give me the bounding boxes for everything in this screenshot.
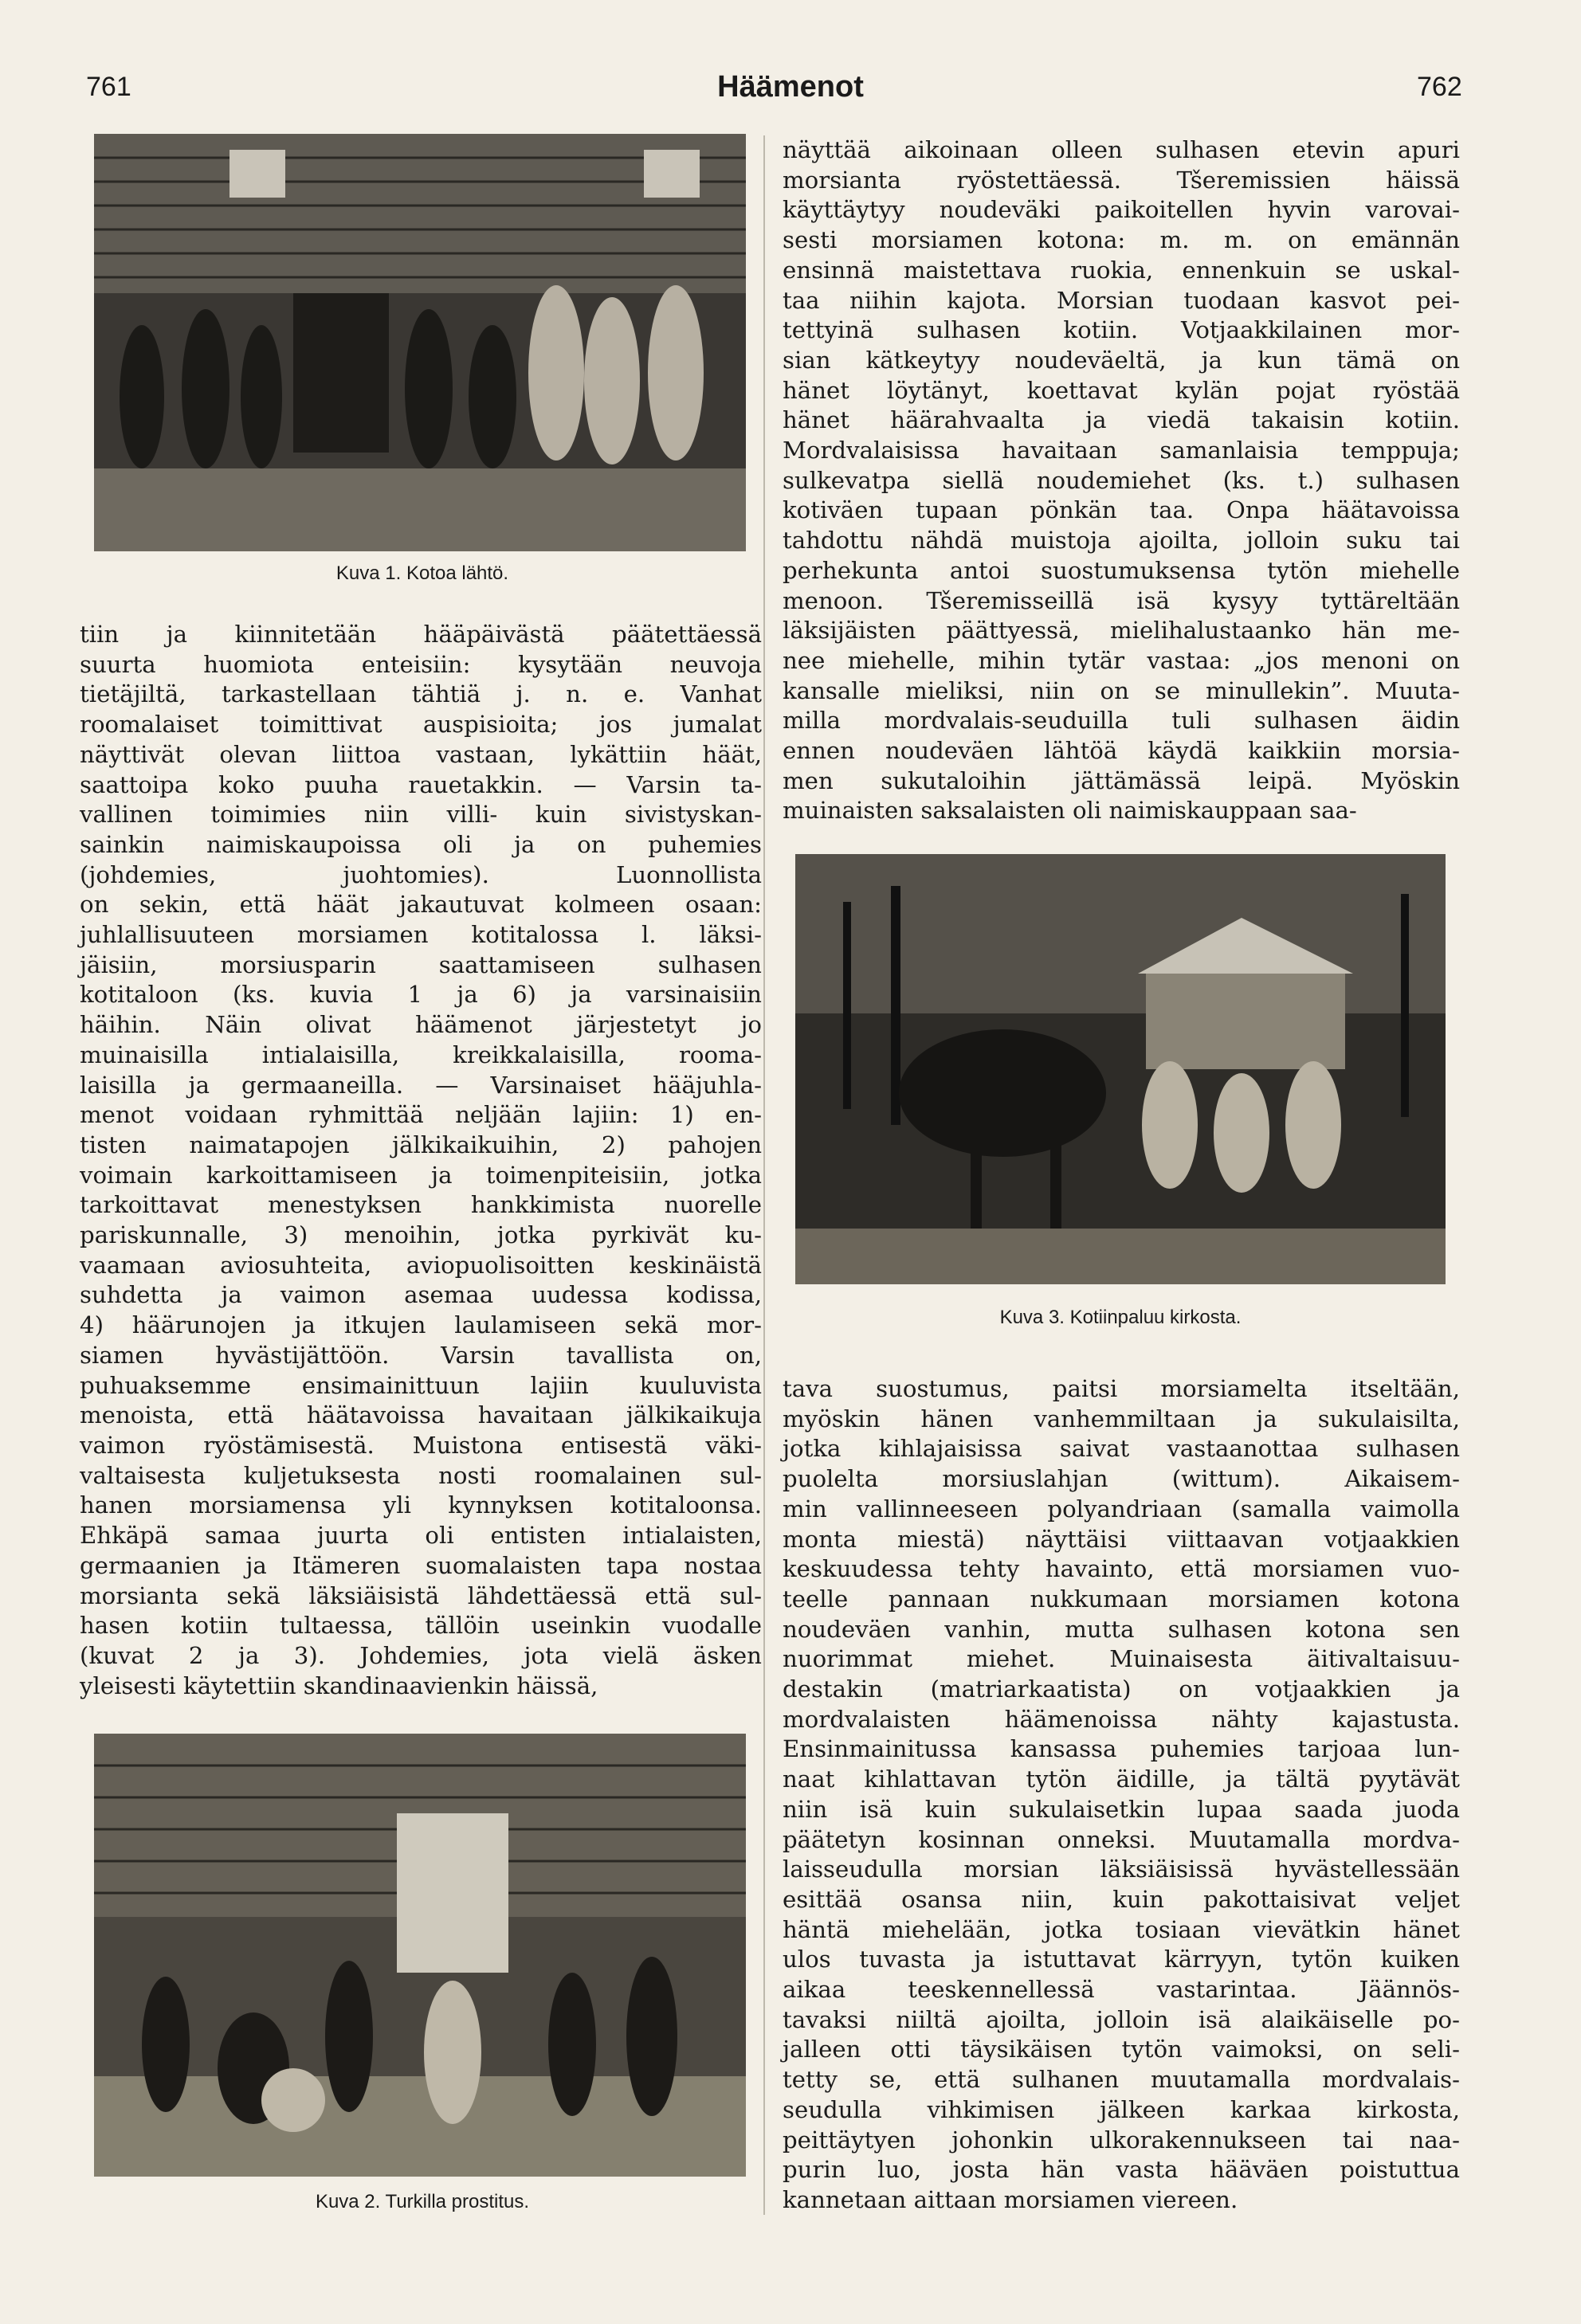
photo-kotiinpaluu-kirkosta [795,854,1446,1284]
text-line: vallinen toimimies niin villi- kuin sivistyskan- [80,801,762,829]
text-line: valtaisesta kuljetuksesta nosti roomalainen sul- [80,1461,762,1489]
text-line: monta miestä) näyttäisi viittaavan votjaakkien [783,1525,1460,1553]
text-line: myöskin hänen vanhemmiltaan ja sukulaisilta, [783,1405,1460,1432]
text-line: purin luo, josta hän vasta hääväen poistuttua [783,2156,1460,2184]
figure-1-caption: Kuva 1. Kotoa lähtö. [335,562,509,584]
text-line: läksijäisten päättyessä, mielihalustaanko hän me- [783,617,1460,645]
text-line: hänet häärahvaalta ja viedä takaisin kotiin. [783,406,1460,434]
text-line: aikaa teeskennellessä vastarintaa. Jäännös- [783,1976,1460,2004]
column-divider [763,135,765,2215]
text-line: hanen morsiamensa yli kynnyksen kotitaloonsa. [80,1491,762,1519]
text-line: kannetaan aittaan morsiamen viereen. [783,2185,1238,2213]
page-number-left: 761 [86,72,131,102]
text-line: vaimon ryöstämisestä. Muistona entisestä väki- [80,1431,762,1459]
text-line: jäisiin, morsiusparin saattamiseen sulhasen [80,950,762,978]
text-line: hasen kotiin tultaessa, tällöin useinkin vuodalle [80,1612,762,1640]
photo-kotoa-lahto [94,134,746,551]
running-head-title: Häämenot [717,70,864,104]
text-line: peittäytyen johonkin ulkorakennukseen tai naa- [783,2126,1460,2154]
text-line: Ehkäpä samaa juurta oli entisten intialaisten, [80,1522,762,1550]
text-line: pariskunnalle, 3) menoihin, jotka pyrkivät ku- [80,1221,762,1249]
text-line: yleisesti käytettiin skandinaavienkin häissä, [80,1671,598,1699]
text-line: menoista, että häätavoissa havaitaan jälkikaikuja [80,1401,762,1429]
text-line: 4) häärunojen ja itkujen laulamiseen sekä mor- [80,1311,762,1339]
text-line: kotiväen tupaan pönkän taa. Onpa häätavoissa [783,496,1460,524]
text-line: tavaksi niiltä ajoilta, jolloin isä alaikäiselle po- [783,2005,1460,2033]
text-line: niin isä kuin sukulaisetkin lupaa saada juoda [783,1795,1460,1823]
text-line: häihin. Näin olivat häämenot järjestetyt jo [80,1011,762,1039]
text-line: milla mordvalais-seuduilla tuli sulhasen äidin [783,707,1460,735]
text-line: kotitaloon (ks. kuvia 1 ja 6) ja varsinaisiin [80,981,762,1009]
text-line: noudeväen vanhin, mutta sulhasen kotona sen [783,1615,1460,1643]
text-line: häntä miehelään, jotka tosiaan vievätkin hänet [783,1915,1460,1943]
text-line: germaanien ja Itämeren suomalaisten tapa nostaa [80,1551,762,1579]
text-line: Ensinmainitussa kansassa puhemies tarjoaa lun- [783,1735,1460,1763]
right-column-text-top [783,135,1460,826]
text-line: saattoipa koko puuha rauetakkin. — Varsin ta- [80,770,762,798]
text-line: siamen hyvästijättöön. Varsin tavallista on, [80,1341,762,1369]
text-line: käyttäytyy noudeväki paikoitellen hyvin varovai- [783,196,1460,224]
text-line: tava suostumus, paitsi morsiamelta itseltään, [783,1375,1460,1402]
text-line: tietäjiltä, tarkastellaan tähtiä j. n. e. Vanhat [80,680,762,708]
text-line: teelle pannaan nukkumaan morsiamen kotona [783,1585,1460,1613]
text-line: perhekunta antoi suostumuksensa tytön miehelle [783,556,1460,584]
text-line: destakin (matriarkaatista) on votjaakkien ja [783,1675,1460,1703]
text-line: näyttää aikoinaan olleen sulhasen etevin apuri [783,136,1460,163]
text-line: puhuaksemme ensimainittuun lajiin kuuluvista [80,1371,762,1399]
text-line: ensinnä maistettava ruokia, ennenkuin se uskal- [783,256,1460,284]
text-line: voimain karkoittamiseen ja toimenpiteisiin, jotka [80,1161,762,1189]
text-line: jotka kihlajaisissa saivat vastaanottaa sulhasen [783,1435,1460,1463]
text-line: kansalle mieliksi, niin on se minullekin”. Muuta- [783,676,1460,704]
text-line: sesti morsiamen kotona: m. m. on emännän [783,226,1460,254]
text-line: tiin ja kiinnitetään hääpäivästä päätettäessä [80,621,762,648]
text-line: näyttivät olevan liittoa vastaan, lykättiin häät, [80,740,762,768]
text-line: naat kihlattavan tytön äidille, ja tältä pyytävät [783,1766,1460,1793]
text-line: muinaisten saksalaisten oli naimiskauppaan saa- [783,797,1357,825]
text-line: mordvalaisten häämenoissa nähty kajastusta. [783,1705,1460,1733]
figure-2-caption: Kuva 2. Turkilla prostitus. [315,2191,530,2212]
page-number-right: 762 [1417,72,1462,102]
text-line: nee miehelle, mihin tytär vastaa: „jos menoni on [783,646,1460,674]
text-line: suhdetta ja vaimon asemaa uudessa kodissa, [80,1281,762,1309]
text-line: roomalaiset toimittivat auspisioita; jos jumalat [80,711,762,739]
text-line: (kuvat 2 ja 3). Johdemies, jota vielä äsken [80,1641,762,1669]
text-line: menot voidaan ryhmittää neljään lajiin: 1) en- [80,1101,762,1129]
text-line: men sukutaloihin jättämässä leipä. Myöskin [783,766,1460,794]
text-line: on sekin, että häät jakautuvat kolmeen osaan: [80,891,762,919]
photo-turkilla-prostitus [94,1734,746,2177]
text-line: tarkoittavat menestyksen hankkimista nuorelle [80,1191,762,1219]
text-line: ennen noudeväen lähtöä käydä kaikkiin morsia- [783,737,1460,765]
text-line: tisten naimatapojen jälkikaikuihin, 2) pahojen [80,1131,762,1158]
text-line: tahdottu nähdä muistoja ajoilta, jolloin suku tai [783,527,1460,555]
text-line: sainkin naimiskaupoissa oli ja on puhemies [80,830,762,858]
text-line: tetty se, että sulhanen muutamalla mordvalais- [783,2066,1460,2094]
text-line: esittää osansa niin, kuin pakottaisivat veljet [783,1885,1460,1913]
text-line: menoon. Tšeremisseillä isä kysyy tyttäreltään [783,586,1460,614]
text-line: taa niihin kajota. Morsian tuodaan kasvot pei- [783,286,1460,314]
text-line: min vallinneeseen polyandriaan (samalla vaimolla [783,1495,1460,1523]
text-line: ulos tuvasta ja istuttavat kärryyn, tytön kuiken [783,1946,1460,1973]
text-line: Mordvalaisissa havaitaan samanlaisia temppuja; [783,437,1460,464]
text-line: keskuudessa tehty havainto, että morsiamen vuo- [783,1555,1460,1583]
text-line: tettyinä sulhasen kotiin. Votjaakkilainen mor- [783,316,1460,344]
text-line: päätetyn kosinnan onneksi. Muutamalla mordva- [783,1825,1460,1853]
text-line: muinaisilla intialaisilla, kreikkalaisilla, rooma- [80,1041,762,1068]
text-line: laisseudulla morsian läksiäisissä hyvästellessään [783,1856,1460,1883]
text-line: seudulla vihkimisen jälkeen karkaa kirkosta, [783,2095,1460,2123]
text-line: sulkevatpa siellä noudemiehet (ks. t.) sulhasen [783,466,1460,494]
right-column-text-bottom [783,1374,1460,2216]
figure-3-caption: Kuva 3. Kotiinpaluu kirkosta. [999,1307,1242,1328]
text-line: jalleen otti täysikäisen tytön vaimoksi, on seli- [783,2036,1460,2063]
text-line: puolelta morsiuslahjan (wittum). Aikaisem- [783,1465,1460,1493]
text-line: morsianta ryöstettäessä. Tšeremissien häissä [783,166,1460,194]
text-line: nuorimmat miehet. Muinaisesta äitivaltaisuu- [783,1645,1460,1673]
text-line: morsianta sekä läksiäisistä lähdettäessä että sul- [80,1581,762,1609]
left-column-text [80,620,762,1701]
text-line: (johdemies, juohtomies). Luonnollista [80,860,762,888]
text-line: suurta huomiota enteisiin: kysytään neuvoja [80,650,762,678]
text-line: juhlallisuuteen morsiamen kotitalossa l. läksi- [80,921,762,949]
text-line: vaamaan aviosuhteita, aviopuolisoitten keskinäistä [80,1251,762,1279]
text-line: hänet löytänyt, koettavat kylän pojat ryöstää [783,376,1460,404]
text-line: laisilla ja germaaneilla. — Varsinaiset hääjuhla- [80,1071,762,1099]
text-line: sian kätkeytyy noudeväeltä, ja kun tämä on [783,346,1460,374]
